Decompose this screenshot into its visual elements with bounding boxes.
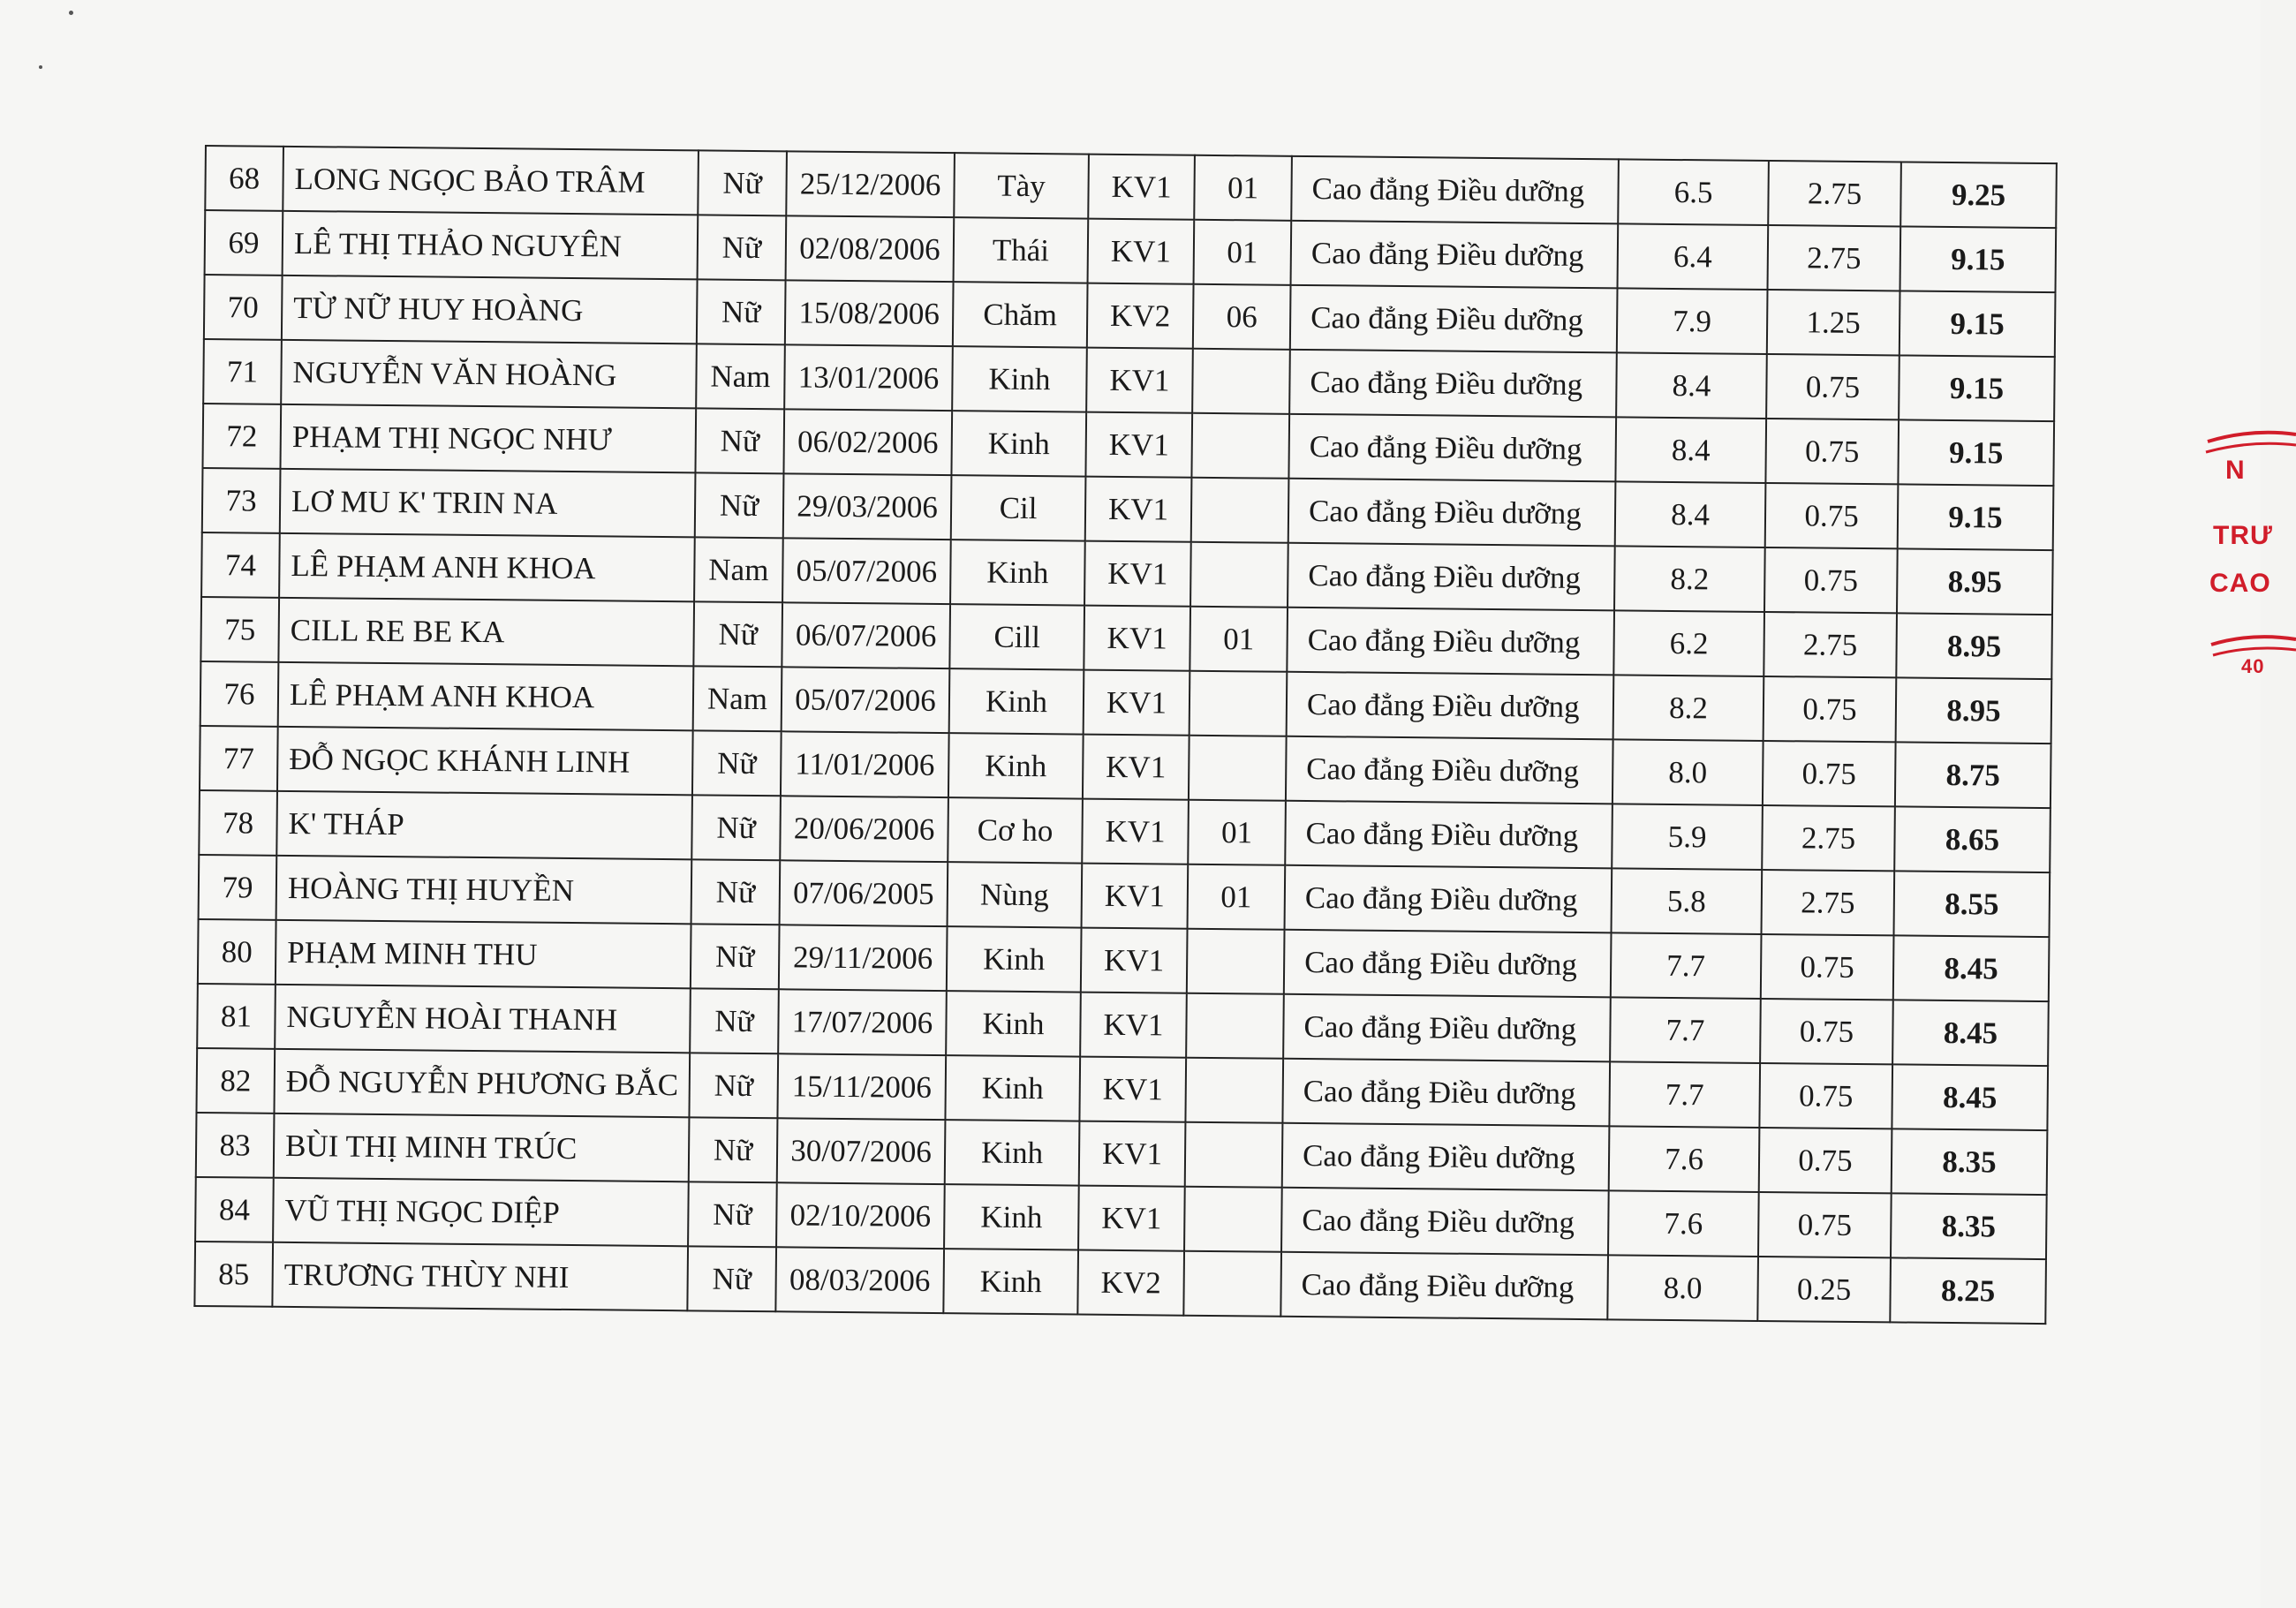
admission-results-table — [193, 145, 2058, 1325]
row-number-cell: 81 — [197, 984, 276, 1049]
total-score-cell: 9.15 — [1899, 355, 2055, 421]
birth-date-cell: 29/11/2006 — [779, 925, 948, 991]
bonus-point-cell: 1.25 — [1767, 290, 1900, 355]
row-number-cell: 68 — [205, 146, 283, 211]
ethnicity-cell: Chăm — [953, 282, 1088, 347]
bonus-point-cell: 0.75 — [1759, 1063, 1892, 1129]
priority-group-cell: 01 — [1188, 800, 1286, 865]
gender-cell: Nữ — [698, 215, 787, 280]
major-cell: Cao đẳng Điều dưỡng — [1288, 479, 1616, 547]
student-name-cell: NGUYỄN VĂN HOÀNG — [281, 340, 697, 409]
major-cell: Cao đẳng Điều dưỡng — [1287, 608, 1614, 676]
total-score-cell: 8.95 — [1896, 613, 2052, 679]
region-cell: KV1 — [1084, 606, 1190, 671]
ethnicity-cell: Cil — [951, 475, 1086, 540]
birth-date-cell: 07/06/2005 — [780, 860, 948, 926]
gender-cell: Nữ — [695, 408, 784, 473]
bonus-point-cell: 0.75 — [1763, 741, 1896, 806]
score-cell: 7.6 — [1608, 1190, 1759, 1257]
birth-date-cell: 06/02/2006 — [783, 409, 952, 475]
region-cell: KV1 — [1084, 541, 1191, 607]
student-name-cell: PHẠM THỊ NGỌC NHƯ — [280, 404, 696, 473]
birth-date-cell: 15/11/2006 — [777, 1053, 946, 1120]
birth-date-cell: 25/12/2006 — [786, 151, 955, 217]
score-cell: 6.4 — [1618, 223, 1769, 290]
ethnicity-cell: Kinh — [948, 733, 1084, 798]
score-cell: 7.9 — [1617, 288, 1768, 354]
student-name-cell: CILL RE BE KA — [278, 598, 694, 667]
score-cell: 8.4 — [1615, 417, 1766, 483]
birth-date-cell: 30/07/2006 — [777, 1118, 946, 1184]
score-cell: 6.5 — [1618, 159, 1769, 225]
score-cell: 7.7 — [1609, 1061, 1760, 1128]
major-cell: Cao đẳng Điều dưỡng — [1283, 994, 1611, 1062]
bonus-point-cell: 2.75 — [1762, 805, 1895, 871]
gender-cell: Nữ — [693, 601, 782, 667]
birth-date-cell: 11/01/2006 — [781, 731, 949, 797]
priority-group-cell — [1183, 1251, 1281, 1317]
score-cell: 8.4 — [1616, 352, 1767, 419]
region-cell: KV1 — [1084, 670, 1190, 736]
scan-speck — [69, 11, 73, 15]
region-cell: KV1 — [1081, 928, 1188, 993]
region-cell: KV1 — [1080, 993, 1187, 1058]
ethnicity-cell: Kinh — [947, 926, 1082, 992]
ethnicity-cell: Thái — [954, 217, 1089, 283]
gender-cell: Nữ — [689, 1117, 778, 1182]
bonus-point-cell: 0.75 — [1765, 419, 1899, 484]
row-number-cell: 76 — [200, 661, 279, 727]
region-cell: KV1 — [1083, 735, 1190, 800]
row-number-cell: 82 — [196, 1048, 275, 1114]
total-score-cell: 8.65 — [1894, 806, 2051, 872]
gender-cell: Nữ — [691, 795, 781, 860]
birth-date-cell: 05/07/2006 — [782, 667, 950, 733]
ethnicity-cell: Kinh — [951, 411, 1086, 476]
stamp-text-2: TRƯ — [2213, 521, 2273, 550]
score-cell: 8.0 — [1612, 739, 1764, 805]
gender-cell: Nữ — [691, 924, 780, 989]
priority-group-cell — [1192, 349, 1290, 414]
row-number-cell: 85 — [194, 1242, 273, 1307]
priority-group-cell: 01 — [1194, 220, 1292, 285]
major-cell: Cao đẳng Điều dưỡng — [1286, 736, 1613, 804]
student-name-cell: LƠ MU K' TRIN NA — [280, 469, 696, 538]
total-score-cell: 8.35 — [1892, 1129, 2048, 1195]
student-name-cell: LONG NGỌC BẢO TRÂM — [283, 147, 699, 215]
total-score-cell: 9.25 — [1900, 162, 2057, 228]
ethnicity-cell: Kinh — [950, 540, 1085, 605]
priority-group-cell: 01 — [1188, 864, 1286, 930]
total-score-cell: 9.15 — [1900, 226, 2057, 292]
total-score-cell: 8.25 — [1890, 1257, 2046, 1324]
ethnicity-cell: Kinh — [945, 1055, 1080, 1121]
score-cell: 8.0 — [1607, 1255, 1758, 1321]
score-cell: 8.2 — [1614, 546, 1765, 612]
region-cell: KV1 — [1078, 1186, 1185, 1251]
region-cell: KV1 — [1085, 412, 1192, 478]
total-score-cell: 8.45 — [1893, 935, 2050, 1001]
student-name-cell: TỪ NỮ HUY HOÀNG — [282, 276, 698, 344]
stamp-text-3: CAO — [2209, 569, 2271, 598]
total-score-cell: 8.45 — [1892, 1064, 2048, 1130]
row-number-cell: 69 — [205, 210, 283, 276]
major-cell: Cao đẳng Điều dưỡng — [1284, 930, 1612, 998]
score-cell: 5.9 — [1612, 804, 1763, 870]
score-cell: 7.7 — [1611, 932, 1762, 999]
ethnicity-cell: Kinh — [946, 991, 1081, 1056]
gender-cell: Nữ — [690, 988, 779, 1053]
priority-group-cell — [1190, 542, 1288, 608]
region-cell: KV1 — [1079, 1057, 1186, 1122]
bonus-point-cell: 0.75 — [1759, 1128, 1892, 1193]
student-name-cell: ĐỖ NGỌC KHÁNH LINH — [277, 727, 693, 796]
gender-cell: Nữ — [688, 1181, 777, 1247]
row-number-cell: 83 — [196, 1113, 275, 1178]
scan-speck — [39, 65, 42, 69]
ethnicity-cell: Kinh — [952, 346, 1087, 411]
student-name-cell: NGUYỄN HOÀI THANH — [275, 985, 691, 1053]
ethnicity-cell: Kinh — [945, 1120, 1080, 1185]
major-cell: Cao đẳng Điều dưỡng — [1291, 221, 1619, 289]
row-number-cell: 74 — [201, 532, 280, 598]
ethnicity-cell: Cill — [949, 604, 1084, 669]
gender-cell: Nam — [696, 343, 785, 409]
student-name-cell: LÊ THỊ THẢO NGUYÊN — [283, 211, 699, 280]
stamp-text-1: N — [2225, 456, 2246, 485]
score-cell: 7.7 — [1610, 997, 1761, 1063]
birth-date-cell: 02/08/2006 — [786, 215, 955, 282]
major-cell: Cao đẳng Điều dưỡng — [1285, 865, 1612, 933]
major-cell: Cao đẳng Điều dưỡng — [1289, 350, 1617, 418]
student-name-cell: HOÀNG THỊ HUYỀN — [276, 856, 692, 925]
row-number-cell: 80 — [198, 919, 276, 985]
birth-date-cell: 17/07/2006 — [778, 989, 947, 1055]
student-name-cell: LÊ PHẠM ANH KHOA — [279, 533, 695, 602]
table-body — [194, 146, 2057, 1324]
major-cell: Cao đẳng Điều dưỡng — [1280, 1252, 1608, 1320]
birth-date-cell: 05/07/2006 — [782, 538, 951, 604]
major-cell: Cao đẳng Điều dưỡng — [1285, 801, 1612, 869]
student-name-cell: TRƯƠNG THÙY NHI — [272, 1242, 688, 1311]
major-cell: Cao đẳng Điều dưỡng — [1290, 285, 1618, 353]
total-score-cell: 9.15 — [1898, 419, 2054, 486]
student-name-cell: K' THÁP — [276, 791, 692, 860]
priority-group-cell — [1186, 993, 1284, 1059]
total-score-cell: 8.75 — [1895, 742, 2051, 808]
row-number-cell: 78 — [199, 790, 277, 856]
ethnicity-cell: Kinh — [944, 1184, 1079, 1249]
priority-group-cell: 06 — [1193, 284, 1291, 350]
row-number-cell: 79 — [199, 855, 277, 920]
stamp-text-4: 40 — [2241, 655, 2265, 677]
row-number-cell: 71 — [203, 339, 282, 404]
priority-group-cell — [1185, 1058, 1283, 1123]
row-number-cell: 72 — [202, 404, 281, 469]
priority-group-cell: 01 — [1194, 155, 1292, 221]
region-cell: KV2 — [1087, 283, 1194, 349]
bonus-point-cell: 0.75 — [1761, 934, 1894, 1000]
major-cell: Cao đẳng Điều dưỡng — [1287, 672, 1614, 740]
bonus-point-cell: 2.75 — [1764, 612, 1897, 677]
major-cell: Cao đẳng Điều dưỡng — [1282, 1059, 1610, 1127]
gender-cell: Nữ — [695, 472, 784, 538]
score-cell: 8.2 — [1613, 675, 1764, 741]
region-cell: KV1 — [1088, 219, 1195, 284]
birth-date-cell: 20/06/2006 — [780, 796, 948, 862]
priority-group-cell — [1185, 1122, 1283, 1188]
priority-group-cell — [1187, 929, 1285, 994]
total-score-cell: 8.95 — [1897, 548, 2053, 615]
birth-date-cell: 29/03/2006 — [783, 473, 952, 540]
major-cell: Cao đẳng Điều dưỡng — [1282, 1123, 1610, 1191]
gender-cell: Nam — [694, 537, 783, 602]
bonus-point-cell: 0.75 — [1766, 354, 1899, 419]
row-number-cell: 77 — [200, 726, 278, 791]
major-cell: Cao đẳng Điều dưỡng — [1288, 543, 1615, 611]
ethnicity-cell: Nùng — [948, 862, 1083, 927]
gender-cell: Nữ — [689, 1053, 778, 1118]
birth-date-cell: 06/07/2006 — [782, 602, 950, 668]
row-number-cell: 70 — [204, 275, 283, 340]
region-cell: KV1 — [1082, 799, 1189, 864]
student-name-cell: BÙI THỊ MINH TRÚC — [274, 1114, 690, 1182]
score-cell: 6.2 — [1613, 610, 1764, 676]
score-cell: 7.6 — [1609, 1126, 1760, 1192]
region-cell: KV1 — [1085, 477, 1192, 542]
region-cell: KV1 — [1086, 348, 1193, 413]
ethnicity-cell: Kinh — [943, 1249, 1078, 1314]
major-cell: Cao đẳng Điều dưỡng — [1288, 414, 1616, 482]
birth-date-cell: 13/01/2006 — [784, 344, 953, 411]
ethnicity-cell: Tày — [954, 153, 1089, 218]
bonus-point-cell: 2.75 — [1768, 161, 1901, 226]
total-score-cell: 8.45 — [1892, 1000, 2049, 1066]
major-cell: Cao đẳng Điều dưỡng — [1291, 156, 1619, 224]
birth-date-cell: 02/10/2006 — [776, 1182, 945, 1249]
birth-date-cell: 15/08/2006 — [785, 280, 954, 346]
score-cell: 5.8 — [1612, 868, 1763, 934]
ethnicity-cell: Cơ ho — [948, 797, 1083, 863]
bonus-point-cell: 0.75 — [1765, 483, 1899, 548]
priority-group-cell — [1191, 478, 1289, 543]
total-score-cell: 9.15 — [1899, 291, 2056, 357]
region-cell: KV2 — [1077, 1250, 1184, 1316]
score-cell: 8.4 — [1615, 481, 1766, 547]
student-name-cell: ĐỖ NGUYỄN PHƯƠNG BẮC — [274, 1049, 690, 1118]
row-number-cell: 75 — [200, 597, 279, 662]
row-number-cell: 73 — [202, 468, 281, 533]
gender-cell: Nữ — [698, 150, 787, 215]
gender-cell: Nữ — [687, 1246, 776, 1311]
major-cell: Cao đẳng Điều dưỡng — [1281, 1188, 1609, 1256]
red-official-stamp-fragment — [2190, 424, 2296, 715]
gender-cell: Nữ — [691, 859, 781, 925]
student-name-cell: LÊ PHẠM ANH KHOA — [278, 662, 694, 731]
total-score-cell: 9.15 — [1898, 484, 2054, 550]
bonus-point-cell: 0.75 — [1760, 999, 1893, 1064]
birth-date-cell: 08/03/2006 — [775, 1247, 944, 1313]
total-score-cell: 8.35 — [1891, 1193, 2047, 1259]
ethnicity-cell: Kinh — [949, 668, 1084, 734]
region-cell: KV1 — [1088, 155, 1195, 220]
priority-group-cell: 01 — [1190, 607, 1288, 672]
gender-cell: Nam — [693, 666, 782, 731]
bonus-point-cell: 0.75 — [1758, 1192, 1892, 1257]
bonus-point-cell: 2.75 — [1768, 225, 1901, 291]
total-score-cell: 8.55 — [1893, 871, 2050, 937]
gender-cell: Nữ — [697, 279, 786, 344]
priority-group-cell — [1191, 413, 1289, 479]
total-score-cell: 8.95 — [1896, 677, 2052, 744]
student-name-cell: PHẠM MINH THU — [276, 920, 691, 989]
gender-cell: Nữ — [692, 730, 782, 796]
bonus-point-cell: 0.75 — [1764, 676, 1897, 742]
row-number-cell: 84 — [195, 1177, 274, 1242]
bonus-point-cell: 0.75 — [1764, 547, 1898, 613]
student-name-cell: VŨ THỊ NGỌC DIỆP — [273, 1178, 689, 1247]
region-cell: KV1 — [1082, 864, 1189, 929]
bonus-point-cell: 2.75 — [1761, 870, 1894, 935]
region-cell: KV1 — [1079, 1121, 1186, 1187]
bonus-point-cell: 0.25 — [1757, 1257, 1891, 1322]
priority-group-cell — [1189, 736, 1287, 801]
priority-group-cell — [1190, 671, 1288, 736]
priority-group-cell — [1184, 1187, 1282, 1252]
